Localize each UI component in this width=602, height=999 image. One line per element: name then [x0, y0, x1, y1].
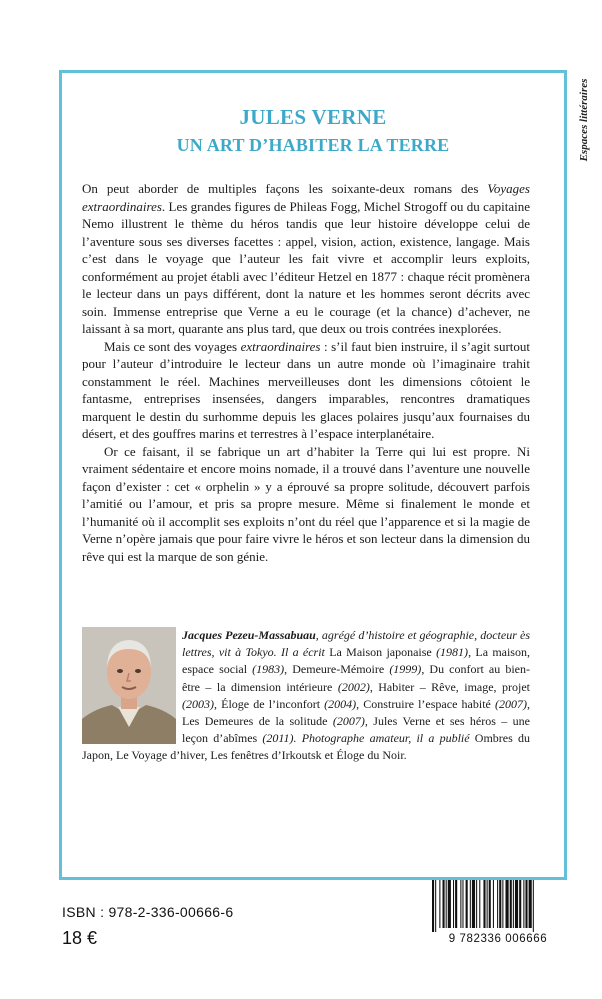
- barcode-bar: [432, 880, 434, 932]
- barcode-number: 9 782336 006666: [448, 933, 548, 945]
- blurb-paragraph-2: Mais ce sont des voyages extraordinaires : s’il faut bien instruire, il s’agit surtout pour l’auteur d’introduire le lecteur dans un autre monde où l’imaginaire trahit constamment le réel. Machines merveilleuses dont les dimensions côtoient le fantasme, entreprises insensées, dangers imparables, rencontres dramatiques marquent le destin du surhomme depuis les glaces polaires jusqu’aux fournaises du désert, et des gouffres marins et terrestres à l’espace interplanétaire.: [82, 338, 531, 441]
- author-bio: Jacques Pezeu-Massabuau, agrégé d’histoire et géographie, docteur ès lettres, vit à Tokyo. Il a écrit La Maison japonaise (1981), La maison, espace social (1983), Demeure-Mémoire (1999), Du confort au bien-être – la dimension intérieure (2002), Habiter – Rêve, image, projet (2003), Éloge de l’inconfort (2004), Construire l’espace habité (2007), Les Demeures de la solitude (2007), Jules Verne et ses héros – une leçon d’abîmes (2011). Photographe amateur, il a publié Ombres du Japon, Le Voyage d’hiver, Les fenêtres d’Irkoutsk et Éloge du Noir.: [82, 628, 530, 763]
- barcode-bar: [515, 880, 518, 928]
- price: 18 €: [62, 928, 98, 948]
- barcode-bar: [493, 880, 494, 928]
- ean13-barcode-icon: [428, 880, 568, 932]
- barcode-bar: [489, 880, 491, 928]
- barcode-bar: [513, 880, 514, 928]
- barcode-bar: [502, 880, 503, 928]
- barcode-bar: [476, 880, 477, 928]
- barcode-bar: [479, 880, 480, 928]
- isbn: ISBN : 978-2-336-00666-6: [62, 904, 234, 920]
- barcode-bar: [455, 880, 457, 928]
- barcode-bar: [483, 880, 485, 928]
- blurb-text: [82, 180, 530, 565]
- barcode-bar: [453, 880, 454, 928]
- barcode-bar: [506, 880, 509, 928]
- barcode-bar: [487, 880, 488, 928]
- barcode-bar: [443, 880, 445, 928]
- barcode-bar: [533, 880, 534, 932]
- barcode-bar: [466, 880, 468, 928]
- barcode-bar: [523, 880, 524, 928]
- barcode-bar: [510, 880, 512, 928]
- barcode-bar: [525, 880, 527, 928]
- barcode-bar: [472, 880, 475, 928]
- barcode-bar: [519, 880, 521, 928]
- author-portrait-icon: [82, 627, 176, 744]
- barcode-bar: [529, 880, 532, 928]
- barcode-bar: [435, 880, 436, 932]
- collection-label: Espaces littéraires: [578, 78, 590, 162]
- barcode-bar: [462, 880, 463, 928]
- author-name: Jacques Pezeu-Massabuau: [182, 628, 316, 642]
- barcode-bar: [448, 880, 451, 928]
- barcode-bar: [446, 880, 447, 928]
- barcode-bar: [499, 880, 501, 928]
- barcode-bar: [460, 880, 461, 928]
- barcode-bar: [439, 880, 440, 928]
- book-title: JULES VERNE: [239, 105, 387, 129]
- barcode-bar: [470, 880, 471, 928]
- author-photo: [82, 627, 176, 744]
- blurb-paragraph-3: Or ce faisant, il se fabrique un art d’habiter la Terre qui lui est propre. Ni vraiment sédentaire et encore moins nomade, il a trouvé dans l’aventure une nouvelle façon d’exister : cet « orphelin » y a éprouvé sa propre solitude, découvert parfois l’amitié ou l’amour, et pris sa propre mesure. Même si finalement le monde et l’humanité où il accomplit ses exploits n’ont du réel que l’apparence et si la magie de Verne n’opère jamais que pour faire vivre le héros et son lecteur dans la dimension du rêve qui est la marque de son génie.: [82, 443, 530, 564]
- blurb-paragraph-1: On peut aborder de multiples façons les soixante-deux romans des Voyages extraordinaires. Les grandes figures de Phileas Fogg, Michel Strogoff ou du capitaine Nemo illustrent le thème du héros tandis que leur histoire développe celui de l’aventure sous ses diverses facettes : appel, vision, action, existence, langage. Mais c’est dans le voyage que l’auteur les fait vivre et accomplir leurs exploits, conformément au projet établi avec l’éditeur Hetzel en 1877 : chaque récit promènera le lecteur dans un pays différent, dont la nature et les hommes seront décrits avec soin. Immense entreprise que Verne a eu le courage (et la chance) d’achever, ne laissant à sa mort, quarante ans plus tard, que deux ou trois contrées inexplorées.: [82, 181, 530, 336]
- book-subtitle: UN ART D’HABITER LA TERRE: [176, 135, 450, 155]
- barcode-bar: [497, 880, 498, 928]
